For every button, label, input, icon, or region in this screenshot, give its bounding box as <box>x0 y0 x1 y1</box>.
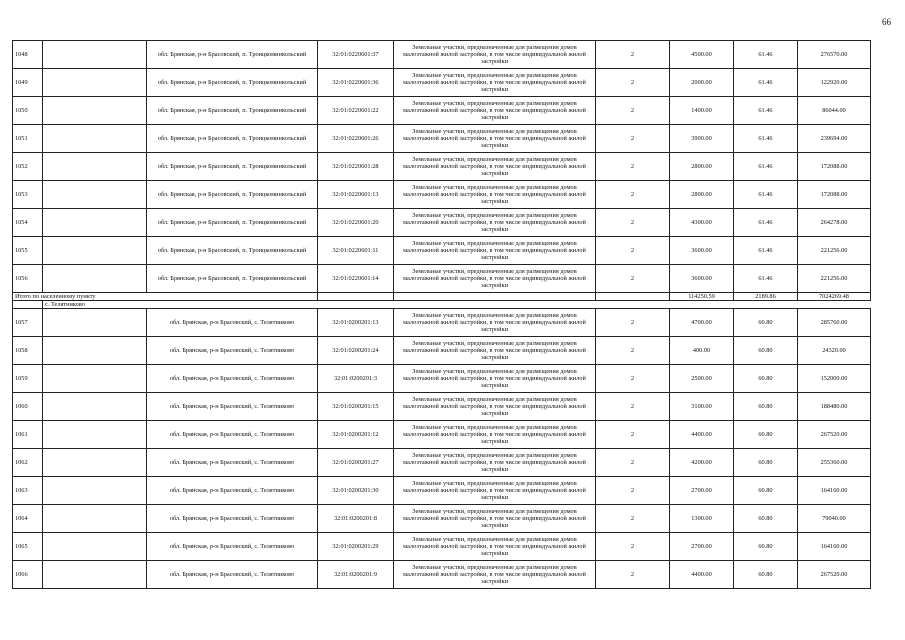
cadastral-number: 32:01:0200201:24 <box>318 337 394 365</box>
area-cell: 2000.00 <box>670 69 734 97</box>
table-row <box>13 365 871 393</box>
area-cell: 400.00 <box>670 337 734 365</box>
blank-cell <box>43 265 147 293</box>
cost-cell: 267520.00 <box>798 561 871 589</box>
area-cell: 3900.00 <box>670 125 734 153</box>
row-number: 1052 <box>13 153 43 181</box>
cost-cell: 79040.00 <box>798 505 871 533</box>
page-number: 66 <box>882 17 891 27</box>
address-cell: обл. Брянская, р-н Брасовский, п. Троицкоминкольский <box>147 237 318 265</box>
row-number: 1054 <box>13 209 43 237</box>
price-cell: 61.46 <box>734 181 798 209</box>
row-number: 1050 <box>13 97 43 125</box>
blank-cell <box>43 561 147 589</box>
cost-cell: 276570.00 <box>798 41 871 69</box>
cadastral-number: 32:01:0220601:22 <box>318 97 394 125</box>
area-cell: 3600.00 <box>670 265 734 293</box>
area-cell: 1400.00 <box>670 97 734 125</box>
area-cell: 1300.00 <box>670 505 734 533</box>
cadastral-number: 32:01:0200201:8 <box>318 505 394 533</box>
cost-cell: 122920.00 <box>798 69 871 97</box>
price-cell: 60.80 <box>734 365 798 393</box>
address-cell: обл. Брянская, р-н Брасовский, с. Телятниково <box>147 505 318 533</box>
category-cell: 2 <box>596 125 670 153</box>
row-number: 1065 <box>13 533 43 561</box>
total-area: 114250.59 <box>670 293 734 301</box>
purpose-cell: Земельные участки, предназначенные для размещения домов малоэтажной жилой застройки, в том числе индивидуальной жилой застройки <box>394 337 596 365</box>
category-cell: 2 <box>596 449 670 477</box>
cost-cell: 221256.00 <box>798 237 871 265</box>
cost-cell: 255360.00 <box>798 449 871 477</box>
table-row <box>13 153 871 181</box>
category-cell: 2 <box>596 69 670 97</box>
cadastral-number: 32:01:0220601:28 <box>318 153 394 181</box>
category-cell: 2 <box>596 393 670 421</box>
blank-cell <box>43 505 147 533</box>
table-row <box>13 337 871 365</box>
purpose-cell: Земельные участки, предназначенные для размещения домов малоэтажной жилой застройки, в том числе индивидуальной жилой застройки <box>394 505 596 533</box>
cadastral-number: 32:01:0220601:11 <box>318 237 394 265</box>
row-number: 1064 <box>13 505 43 533</box>
cadastral-number: 32:01:0200201:15 <box>318 393 394 421</box>
cost-cell: 86044.00 <box>798 97 871 125</box>
blank-cell <box>43 337 147 365</box>
land-plots-table <box>12 40 871 589</box>
table-row <box>13 505 871 533</box>
blank-cell <box>43 97 147 125</box>
table-row <box>13 97 871 125</box>
table-row <box>13 393 871 421</box>
row-number: 1066 <box>13 561 43 589</box>
purpose-cell: Земельные участки, предназначенные для размещения домов малоэтажной жилой застройки, в том числе индивидуальной жилой застройки <box>394 41 596 69</box>
category-cell: 2 <box>596 309 670 337</box>
address-cell: обл. Брянская, р-н Брасовский, п. Троицкоминкольский <box>147 41 318 69</box>
row-number: 1060 <box>13 393 43 421</box>
blank-cell <box>43 69 147 97</box>
cadastral-number: 32:01:0200201:27 <box>318 449 394 477</box>
table-row <box>13 237 871 265</box>
category-cell: 2 <box>596 421 670 449</box>
category-cell: 2 <box>596 365 670 393</box>
price-cell: 60.80 <box>734 533 798 561</box>
cadastral-number: 32:01:0220601:13 <box>318 181 394 209</box>
address-cell: обл. Брянская, р-н Брасовский, с. Телятниково <box>147 449 318 477</box>
purpose-cell: Земельные участки, предназначенные для размещения домов малоэтажной жилой застройки, в том числе индивидуальной жилой застройки <box>394 265 596 293</box>
cost-cell: 221256.00 <box>798 265 871 293</box>
price-cell: 61.46 <box>734 41 798 69</box>
address-cell: обл. Брянская, р-н Брасовский, с. Телятниково <box>147 477 318 505</box>
table-row <box>13 309 871 337</box>
purpose-cell: Земельные участки, предназначенные для размещения домов малоэтажной жилой застройки, в том числе индивидуальной жилой застройки <box>394 393 596 421</box>
price-cell: 60.80 <box>734 337 798 365</box>
cost-cell: 152000.00 <box>798 365 871 393</box>
category-cell: 2 <box>596 181 670 209</box>
area-cell: 4700.00 <box>670 309 734 337</box>
cadastral-number: 32:01:0220601:36 <box>318 69 394 97</box>
category-cell: 2 <box>596 477 670 505</box>
price-cell: 60.80 <box>734 421 798 449</box>
purpose-cell: Земельные участки, предназначенные для размещения домов малоэтажной жилой застройки, в том числе индивидуальной жилой застройки <box>394 209 596 237</box>
address-cell: обл. Брянская, р-н Брасовский, п. Троицкоминкольский <box>147 125 318 153</box>
blank-cell <box>43 125 147 153</box>
row-number: 1063 <box>13 477 43 505</box>
address-cell: обл. Брянская, р-н Брасовский, п. Троицкоминкольский <box>147 209 318 237</box>
cost-cell: 264278.00 <box>798 209 871 237</box>
table-row <box>13 41 871 69</box>
area-cell: 2800.00 <box>670 181 734 209</box>
area-cell: 2500.00 <box>670 365 734 393</box>
blank-cell <box>43 449 147 477</box>
cadastral-number: 32:01:0200201:12 <box>318 421 394 449</box>
price-cell: 61.46 <box>734 265 798 293</box>
blank-cell <box>43 365 147 393</box>
cost-cell: 172088.00 <box>798 153 871 181</box>
purpose-cell: Земельные участки, предназначенные для размещения домов малоэтажной жилой застройки, в том числе индивидуальной жилой застройки <box>394 477 596 505</box>
address-cell: обл. Брянская, р-н Брасовский, п. Троицкоминкольский <box>147 69 318 97</box>
cost-cell: 164160.00 <box>798 477 871 505</box>
cadastral-number: 32:01:0220601:14 <box>318 265 394 293</box>
price-cell: 61.46 <box>734 69 798 97</box>
cost-cell: 164160.00 <box>798 533 871 561</box>
cadastral-number: 32:01:0200201:13 <box>318 309 394 337</box>
purpose-cell: Земельные участки, предназначенные для размещения домов малоэтажной жилой застройки, в том числе индивидуальной жилой застройки <box>394 97 596 125</box>
area-cell: 2800.00 <box>670 153 734 181</box>
table-row <box>13 209 871 237</box>
area-cell: 4500.00 <box>670 41 734 69</box>
price-cell: 60.80 <box>734 393 798 421</box>
category-cell: 2 <box>596 265 670 293</box>
category-cell: 2 <box>596 237 670 265</box>
table-row <box>13 561 871 589</box>
row-number: 1049 <box>13 69 43 97</box>
price-cell: 61.46 <box>734 237 798 265</box>
cost-cell: 267520.00 <box>798 421 871 449</box>
blank-cell <box>43 477 147 505</box>
area-cell: 4400.00 <box>670 561 734 589</box>
cadastral-number: 32:01:0220601:26 <box>318 125 394 153</box>
cost-cell: 172088.00 <box>798 181 871 209</box>
purpose-cell: Земельные участки, предназначенные для размещения домов малоэтажной жилой застройки, в том числе индивидуальной жилой застройки <box>394 153 596 181</box>
cadastral-number: 32:01:0220601:37 <box>318 41 394 69</box>
price-cell: 60.80 <box>734 309 798 337</box>
table-row <box>13 421 871 449</box>
address-cell: обл. Брянская, р-н Брасовский, с. Телятниково <box>147 309 318 337</box>
address-cell: обл. Брянская, р-н Брасовский, п. Троицкоминкольский <box>147 181 318 209</box>
table-row <box>13 265 871 293</box>
category-cell: 2 <box>596 505 670 533</box>
area-cell: 2700.00 <box>670 533 734 561</box>
blank-cell <box>43 421 147 449</box>
price-cell: 60.80 <box>734 505 798 533</box>
purpose-cell: Земельные участки, предназначенные для размещения домов малоэтажной жилой застройки, в том числе индивидуальной жилой застройки <box>394 181 596 209</box>
area-cell: 4400.00 <box>670 421 734 449</box>
cadastral-number: 32:01:0200201:30 <box>318 477 394 505</box>
category-cell: 2 <box>596 533 670 561</box>
cost-cell: 239694.00 <box>798 125 871 153</box>
purpose-cell: Земельные участки, предназначенные для размещения домов малоэтажной жилой застройки, в том числе индивидуальной жилой застройки <box>394 533 596 561</box>
blank-cell <box>43 209 147 237</box>
total-label: Итого по населенному пункту <box>13 293 318 301</box>
area-cell: 4200.00 <box>670 449 734 477</box>
row-number: 1062 <box>13 449 43 477</box>
group-header-row <box>13 301 871 309</box>
total-price: 2189.86 <box>734 293 798 301</box>
purpose-cell: Земельные участки, предназначенные для размещения домов малоэтажной жилой застройки, в том числе индивидуальной жилой застройки <box>394 125 596 153</box>
row-number: 1057 <box>13 309 43 337</box>
purpose-cell: Земельные участки, предназначенные для размещения домов малоэтажной жилой застройки, в том числе индивидуальной жилой застройки <box>394 449 596 477</box>
blank-cell <box>43 181 147 209</box>
price-cell: 61.46 <box>734 125 798 153</box>
area-cell: 4300.00 <box>670 209 734 237</box>
row-number: 1051 <box>13 125 43 153</box>
price-cell: 60.80 <box>734 477 798 505</box>
category-cell: 2 <box>596 337 670 365</box>
row-number: 1055 <box>13 237 43 265</box>
price-cell: 60.80 <box>734 449 798 477</box>
category-cell: 2 <box>596 209 670 237</box>
total-cost: 7024269.48 <box>798 293 871 301</box>
blank-cell <box>43 533 147 561</box>
address-cell: обл. Брянская, р-н Брасовский, с. Телятниково <box>147 533 318 561</box>
address-cell: обл. Брянская, р-н Брасовский, п. Троицкоминкольский <box>147 97 318 125</box>
row-number: 1056 <box>13 265 43 293</box>
row-number: 1053 <box>13 181 43 209</box>
table-row <box>13 69 871 97</box>
price-cell: 61.46 <box>734 209 798 237</box>
address-cell: обл. Брянская, р-н Брасовский, п. Троицкоминкольский <box>147 265 318 293</box>
price-cell: 60.80 <box>734 561 798 589</box>
table-row <box>13 181 871 209</box>
area-cell: 3600.00 <box>670 237 734 265</box>
purpose-cell: Земельные участки, предназначенные для размещения домов малоэтажной жилой застройки, в том числе индивидуальной жилой застройки <box>394 309 596 337</box>
address-cell: обл. Брянская, р-н Брасовский, п. Троицкоминкольский <box>147 153 318 181</box>
row-number: 1061 <box>13 421 43 449</box>
address-cell: обл. Брянская, р-н Брасовский, с. Телятниково <box>147 421 318 449</box>
cadastral-number: 32:01:0220601:20 <box>318 209 394 237</box>
row-number: 1058 <box>13 337 43 365</box>
category-cell: 2 <box>596 153 670 181</box>
cost-cell: 188480.00 <box>798 393 871 421</box>
row-number: 1059 <box>13 365 43 393</box>
blank-cell <box>43 237 147 265</box>
purpose-cell: Земельные участки, предназначенные для размещения домов малоэтажной жилой застройки, в том числе индивидуальной жилой застройки <box>394 69 596 97</box>
area-cell: 2700.00 <box>670 477 734 505</box>
cost-cell: 285760.00 <box>798 309 871 337</box>
category-cell: 2 <box>596 561 670 589</box>
address-cell: обл. Брянская, р-н Брасовский, с. Телятниково <box>147 337 318 365</box>
total-row <box>13 293 871 301</box>
cadastral-number: 32:01:0200201:9 <box>318 561 394 589</box>
address-cell: обл. Брянская, р-н Брасовский, с. Телятниково <box>147 365 318 393</box>
blank-cell <box>43 393 147 421</box>
address-cell: обл. Брянская, р-н Брасовский, с. Телятниково <box>147 393 318 421</box>
table-row <box>13 533 871 561</box>
purpose-cell: Земельные участки, предназначенные для размещения домов малоэтажной жилой застройки, в том числе индивидуальной жилой застройки <box>394 237 596 265</box>
table-row <box>13 125 871 153</box>
price-cell: 61.46 <box>734 153 798 181</box>
blank-cell <box>43 41 147 69</box>
purpose-cell: Земельные участки, предназначенные для размещения домов малоэтажной жилой застройки, в том числе индивидуальной жилой застройки <box>394 421 596 449</box>
cadastral-number: 32:01:0200201:3 <box>318 365 394 393</box>
blank-cell <box>43 153 147 181</box>
purpose-cell: Земельные участки, предназначенные для размещения домов малоэтажной жилой застройки, в том числе индивидуальной жилой застройки <box>394 365 596 393</box>
blank-cell <box>43 309 147 337</box>
row-number: 1048 <box>13 41 43 69</box>
price-cell: 61.46 <box>734 97 798 125</box>
area-cell: 3100.00 <box>670 393 734 421</box>
address-cell: обл. Брянская, р-н Брасовский, с. Телятниково <box>147 561 318 589</box>
cadastral-number: 32:01:0200201:29 <box>318 533 394 561</box>
group-label: с. Телятниково <box>45 301 85 308</box>
table-row <box>13 449 871 477</box>
category-cell: 2 <box>596 97 670 125</box>
category-cell: 2 <box>596 41 670 69</box>
cost-cell: 24320.00 <box>798 337 871 365</box>
table-row <box>13 477 871 505</box>
purpose-cell: Земельные участки, предназначенные для размещения домов малоэтажной жилой застройки, в том числе индивидуальной жилой застройки <box>394 561 596 589</box>
